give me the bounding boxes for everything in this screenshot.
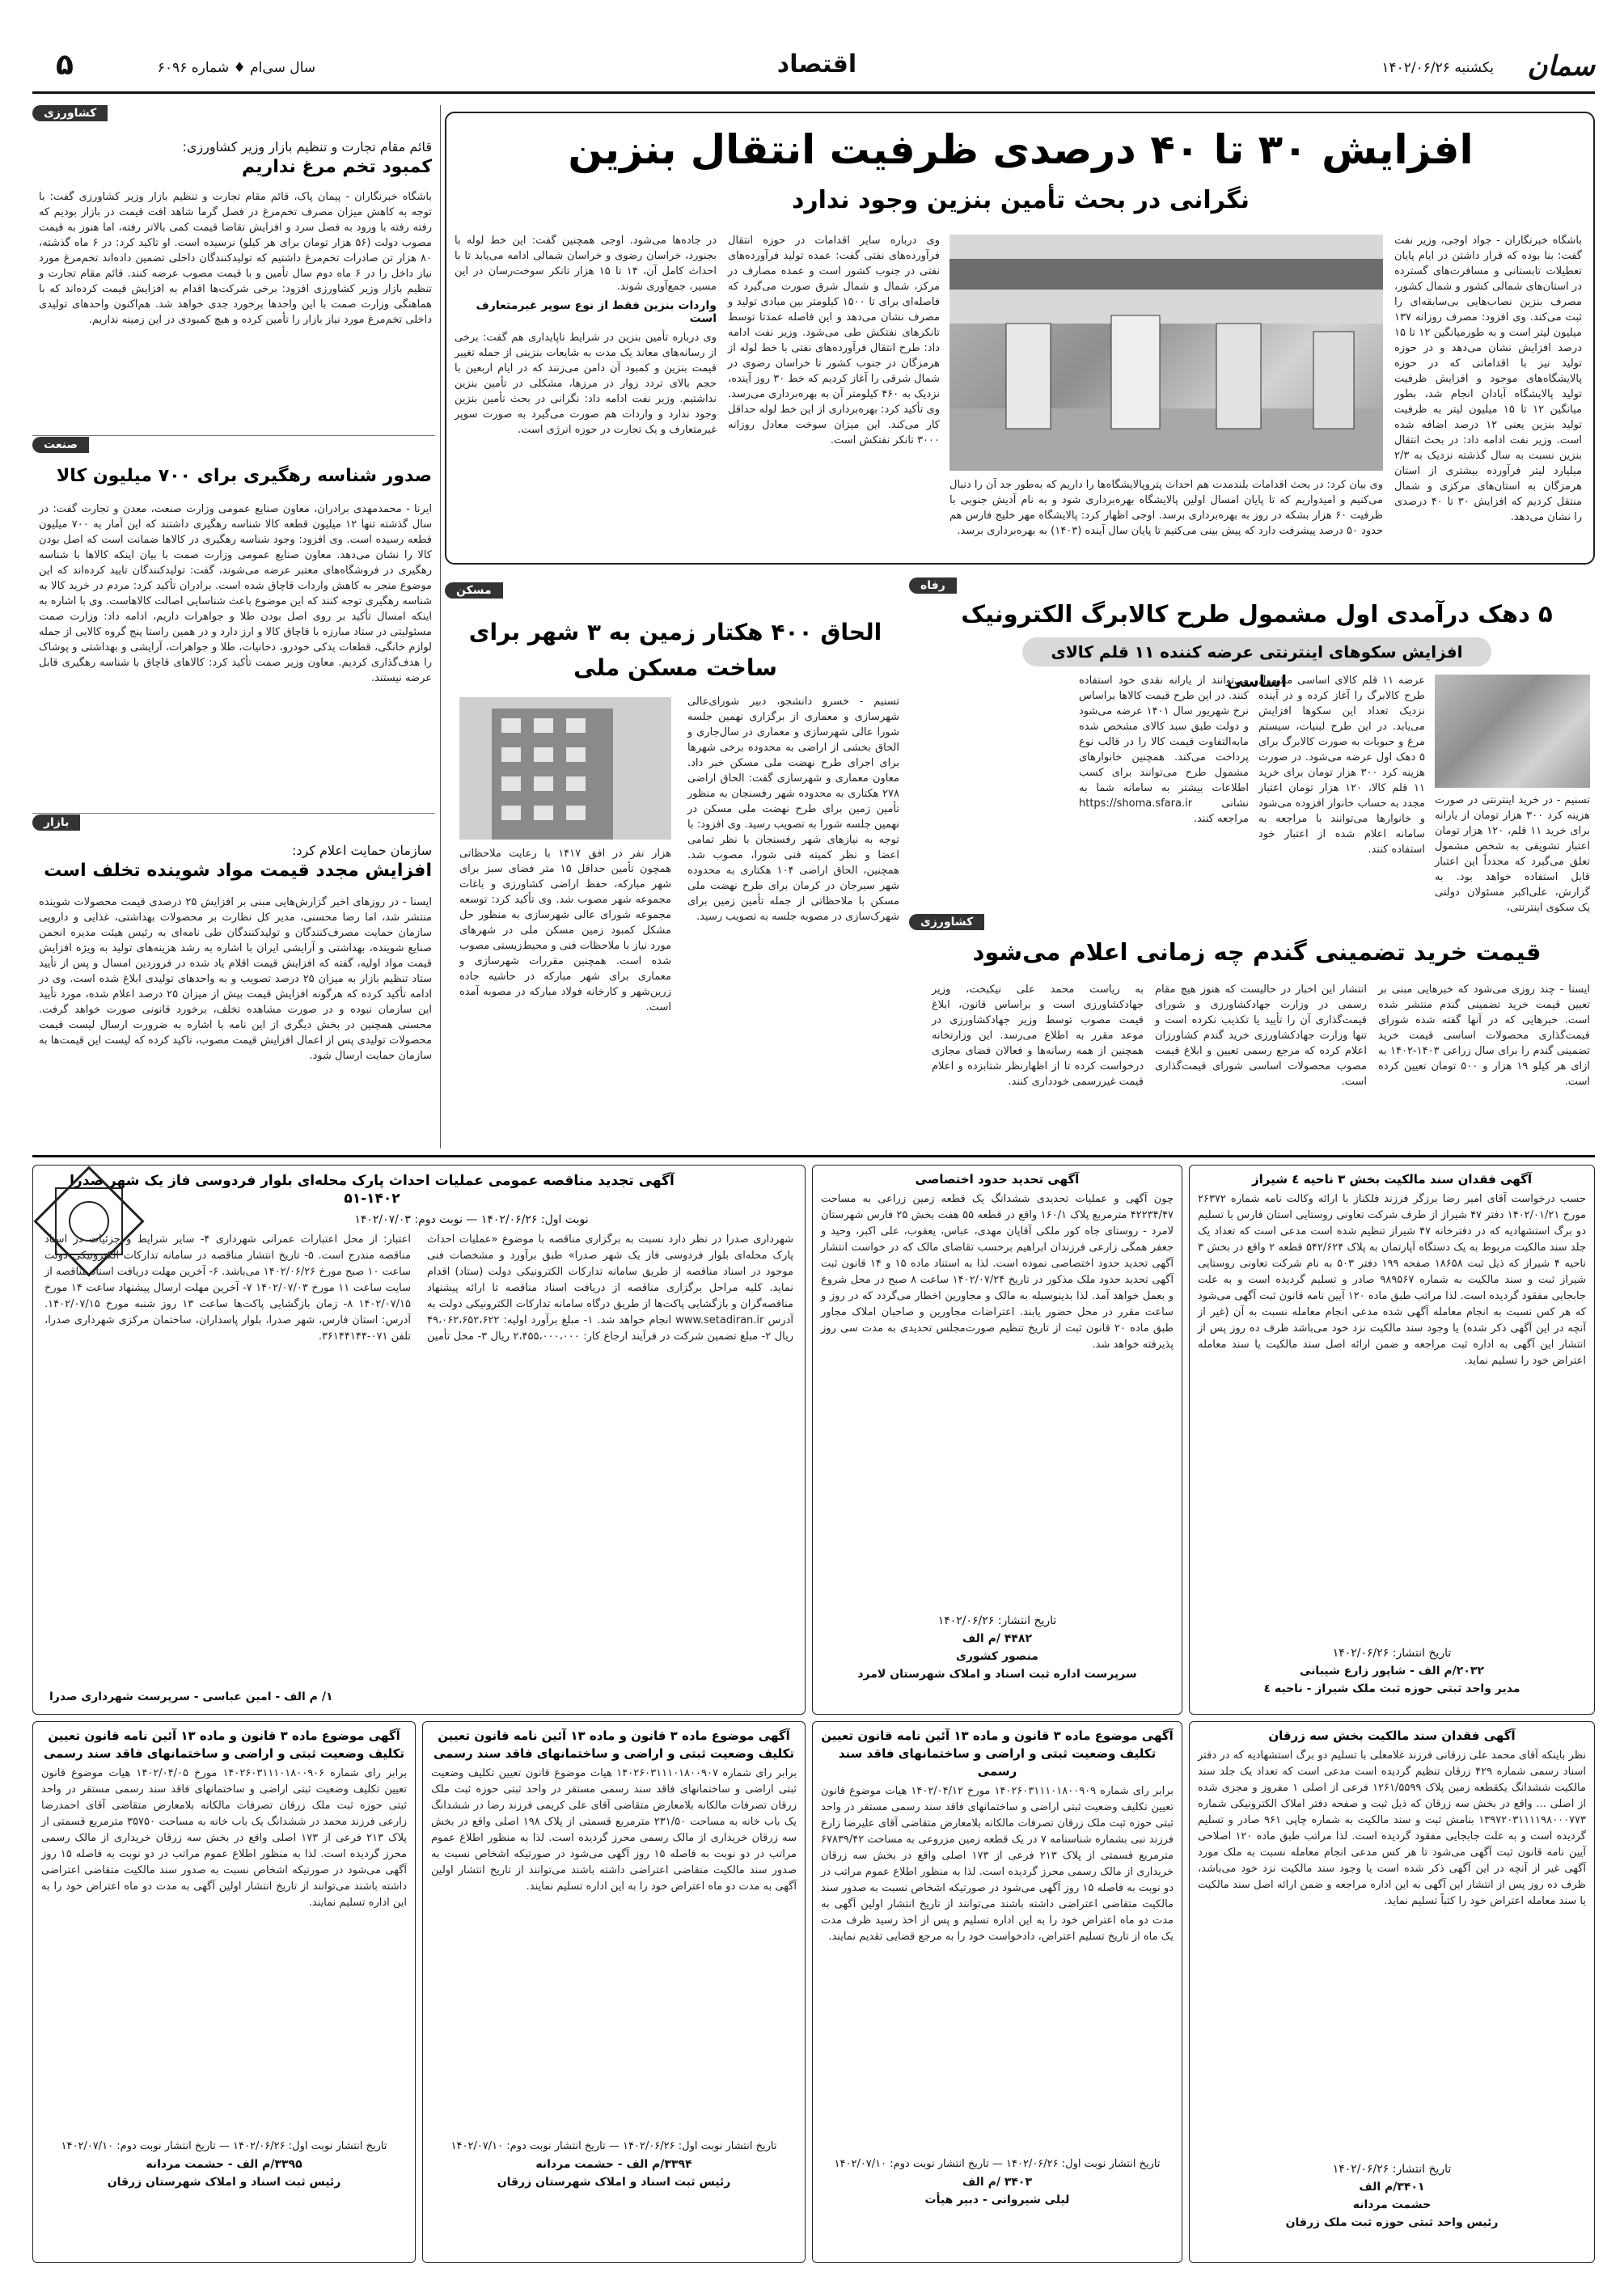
building-illustration [459,697,671,840]
lead-headline: افزایش ۳۰ تا ۴۰ درصدی ظرفیت انتقال بنزین [568,126,1474,173]
ad-title: آگهی فقدان سند مالکیت بخش ۳ ناحیه ٤ شیراز [1251,1172,1533,1187]
market-body: ایسنا - در روزهای اخیر گزارش‌هایی مبنی بر افزایش ۲۵ درصدی قیمت محصولات شوینده منتشر شد، اما رضا محسنی، مدیر کل نظارت بر محصولات بهداشتی، غذایی و دارویی سازمان حمایت مصرف‌کنندگان و تولیدکنندگان طی نامه‌ای به رئیس هیئت مدیره انجمن صنایع شوینده، بهداشتی و آرایشی ایران با اشاره به رشد هزینه‌های تولید به ویژه افزایش قیمت مواد اولیه، گفته که افزایش قیمت اقلام یاد شده در فروردین امسال و پس از تأیید ستاد تنظیم بازار به میزان ۲۵ درصد تصویب و به واحدهای تولیدی ابلاغ شده است. وی در ادامه تأکید کرده که هرگونه افزایش قیمت بیش از میزان ۲۵ درصد اعلام شده، مورد تأیید این سازمان نبوده و در صورت مشاهده تخلف، برخورد قانونی صورت خواهد گرفت. محسنی همچنین در بخش دیگری از این نامه با اشاره به ضرورت ارسال لیست قیمت محصولات تولیدی پس از اعمال افزایش قیمت مصوب، تاکید کرده که لیست این قیمت‌ها به سازمان حمایت ارسال شود. [39,896,432,1062]
section-ribbon-welfare: رفاه [909,577,957,594]
wheat-col-3: به ریاست محمد علی نیکبخت، وزیر جهادکشاورزی است و براساس قانون، ابلاغ قیمت مصوب توسط وزیر جهادکشاورزی در موعد مقرر به اطلاع می‌رسد. این وزارتخانه همچنین از همه رسانه‌ها و فعالان فضای مجازی درخواست کرده تا از اظهارنظر شتابزده و اعلام قیمت غیررسمی خودداری کنند. [932,984,1144,1088]
housing-story [445,576,904,1149]
ad-code: ۳۴۰۳ /م الف [962,2176,1033,2189]
industry-body: ایرنا - محمدمهدی برادران، معاون صنایع عمومی وزارت صنعت، معدن و تجارت گفت: در سال گذشته تنها ۱۲ میلیون قطعه کالا شناسه رهگیری داشتند که این آمار به ۷۰۰ میلیون قطعه رسیده است. وی افزود: وجود شناسه رهگیری در کالاها ضمانت است که اصل بودن کالا را نشان می‌دهد. معاون صنایع عمومی وزارت صمت با بیان اینکه کالاها با شناسه رهگیری در فروشگاه‌های معتبر عرضه می‌شوند، گفت: تولیدکنندگان تایید کرده‌اند که این موضوع منجر به کاهش واردات قاچاق شده است. برادران تأکید کرد: مردم در خرید کالا به شناسه رهگیری توجه کنند که این موضوع باعث شناسایی اصالت کالاهاست. وی با اشاره به اینکه امسال تأکید بر روی اصل بودن طلا و جواهرات داریم، ادامه داد: وزارت صمت مسئولیتی در ستاد مبارزه با قاچاق کالا و ارز دارد و در همین راستا پنج گروه کالایی از جمله لوازم خانگی، قطعات یدکی خودرو، دخانیات، طلا و جواهرات، آرایشی و بهداشتی و پوشاک را هدف‌گذاری کردیم. معاون وزیر صمت تأکید کرد: کالاهای قاچاق با شناسه رهگیری قابل عرضه نیستند. [39,503,432,684]
ad-code: ۱/ م الف - امین عباسی - سرپرست شهرداری صدرا [49,1690,333,1703]
ad-body: برابر رای شماره ۱۴۰۲۶۰۳۱۱۱۰۱۸۰۰۹۰۷ هیات موضوع قانون تعیین تکلیف وضعیت ثبتی اراضی و ساختمانهای فاقد سند رسمی مستقر در واحد ثبتی حوزه ثبت ملک زرقان تصرفات مالکانه بلامعارض متقاضی آقای علی کریمی فرزند رضا در ششدانگ یک باب خانه به مساحت ۲۳۱/۵۰ مترمربع قسمتی از پلاک ۱۹۸ اصلی واقع در بخش سه زرقان خریداری از مالک رسمی محرز گردیده است. لذا به منظور اطلاع عموم مراتب در دو نوبت به فاصله ۱۵ روز آگهی می‌شود در صورتیکه اشخاص نسبت به صدور سند مالکیت متقاضی اعتراضی داشته باشند می‌توانند از تاریخ انتشار اولین آگهی به مدت دو ماه اعتراض خود را به این اداره تسلیم نمایند. [431,1767,797,1893]
ad-title: آگهی موضوع ماده ۳ قانون و ماده ۱۳ آئین نامه قانون تعیین تکلیف وضعیت ثبتی و اراضی و ساختمانهای فاقد سند رسمی [433,1728,795,1761]
section-ribbon-market: بازار [32,814,80,831]
ad-article3-b [422,1721,806,2263]
lead-col-3: وی درباره سایر اقدامات در حوزه انتقال فرآورده‌های نفتی گفت: عمده تولید فرآورده‌های نفتی در جنوب کشور است و عمده مصارف در مرکز، شمال و شمال شرق صورت می‌گیرد که فاصله‌ای برای تا ۱۵۰۰ کیلومتر بین مبادی تولید و مصرف نشان می‌دهد و این فاصله عمدتا توسط تانکرهای نفتکش طی می‌شود. وزیر نفت ادامه داد: طرح انتقال فرآورده‌های نفتی با خط لوله از هرمزگان در جنوب کشور تا خراسان رضوی در شمال شرقی را آغاز کردیم که خط ۳۰ روز آینده، نزدیک به ۴۶۰ کیلومتر آن به بهره‌برداری می‌رسد. وی تأکید کرد: بهره‌برداری از این خط لوله حداقل کار می‌کند. این میزان سوخت معادل روزانه ۳۰۰۰ تانکر نفتکش است. [728,235,940,446]
ad-body: نظر باینکه آقای محمد علی زرقانی فرزند غلامعلی با تسلیم دو برگ استشهادیه که در دفتر اسناد رسمی شماره ۴۲۹ زرقان تنظیم گردیده است مدعی است که تعداد یک جلد سند مالکیت ششدانگ یکقطعه زمین پلاک ۱۲۶۱/۵۵۹۹ فرعی از اصلی ۱ مفروز و مجزی شده از اصلی ... واقع در بخش سه زرقان که ذیل ثبت و صفحه دفتر املاک الکترونیکی شماره ۱۳۹۷۲۰۳۱۱۱۱۹۸۰۰۰۷۷۳ بنامش ثبت و سند مالکیت به شماره چاپی ۹۶۱ صادر و تسلیم گردیده است و به علت جابجایی مفقود گردیده است. لذا مراتب طبق ماده ۱۲۰ اصلاحی آیین نامه قانون ثبت آگهی می‌شود تا هر کس مدعی انجام معامله نسبت به ملک مورد آگهی غیر از آنچه در این آگهی ذکر شده است یا وجود سند مالکیت نزد خود می‌باشد، ظرف ده روز پس از انتشار این آگهی به این اداره مراجعه و ضمن ارائه اصل سند مالکیت یا سند معامله اعتراض خود را کتباً تسلیم نماید. [1198,1749,1586,1907]
ad-boundary-lamerd [812,1165,1182,1715]
ad-signer: رئیس ثبت اسناد و املاک شهرستان زرقان [497,2176,731,2189]
agri-body: باشگاه خبرنگاران - پیمان پاک، قائم مقام تجارت و تنظیم بازار وزیر کشاورزی گفت: با توجه به کاهش میزان مصرف تخم‌مرغ در فصل گرما شاهد افت قیمت در بازار بودیم که رفته رفته با ورود به فصل سرد و افزایش تقاضا قیمت کمی بالاتر رفته، اما هنوز به قیمت مصوب دولت (۵۶ هزار تومان برای هر کیلو) نرسیده است. او تاکید کرد: در ۶ ماه گذشته، ۸۰ هزار تن صادرات تخم‌مرغ داشتیم که تولیدکنندگان داخلی تضمین داده‌اند تخم‌مرغ مورد نیاز داخل را در ۶ ماه دوم سال تأمین و با قیمت مصوب عرضه کنند. قائم مقام تجارت و تنظیم بازار وزیر کشاورزی افزود: برخی شرکت‌ها اقدام به افزایش قیمت کرده‌اند که با هماهنگی وزارت صمت با این واحدها برخورد جدی خواهد شد. هم‌اکنون واحدهای تولیدی داخلی تخم‌مرغ مورد نیاز بازار را تأمین کرده و هیچ کمبودی در این زمینه نداریم. [39,191,433,326]
ad-signer-name: حشمت مردانه [1352,2198,1432,2211]
issue-number: سال سی‌ام ♦ شماره ۶۰۹۶ [157,60,315,76]
ad-title: آگهی فقدان سند مالکیت بخش سه زرقان [1268,1728,1516,1743]
agri-headline: کمبود تخم مرغ نداریم [242,157,432,177]
lead-col-4-subhead: واردات بنزین فقط از نوع سوپر غیرمتعارف است [476,299,717,325]
welfare-banner: افزایش سکوهای اینترنتی عرضه کننده ۱۱ قلم کالای اساسی [1022,637,1491,666]
ad-dates: تاریخ انتشار نوبت اول: ۱۴۰۲/۰۶/۲۶ — تاریخ انتشار نوبت دوم: ۱۴۰۲/۰۷/۱۰ [834,2158,1161,2170]
ad-signer-name: منصور کشوری [956,1650,1038,1663]
welfare-photo-shopping [1435,675,1590,788]
industry-headline: صدور شناسه رهگیری برای ۷۰۰ میلیون کالا [56,466,432,486]
welfare-col-2: عرضه ۱۱ قلم کالای اساسی مشمول طرح کالابرگ را آغاز کرده و در آینده نزدیک تعداد این سکوها افزایش می‌یابد. در این طرح لبنیات، سیستم مرغ و حبوبات به صورت کالابرگ برای ۵ دهک اول عرضه می‌شود. در صورت هزینه کرد ۳۰۰ هزار تومان برای خرید ۱۱ قلم کالا، ۱۲۰ هزار تومان اعتبار مجدد به حساب خانوار افزوده می‌شود و خانوارها می‌توانند با مراجعه به سامانه اعلام شده از اعتبار خود استفاده کنند. [1258,675,1426,856]
ad-title: آگهی موضوع ماده ۳ قانون و ماده ۱۳ آئین نامه قانون تعیین تکلیف وضعیت ثبتی و اراضی و ساختمانهای فاقد سند رسمی [43,1728,405,1761]
housing-col-1: تسنیم - خسرو دانشجو، دبیر شورای‌عالی شهرسازی و معماری از برگزاری نهمین جلسه شورا عالی شهرسازی و معماری در سال‌جاری و الحاق بخشی از اراضی به محدوده برخی شهرها برای اجرای طرح نهضت ملی مسکن خبر داد. معاون معماری و شهرسازی گفت: الحاق اراضی ۲۷۸ هکتاری به محدوده شهر رفسنجان به منظور تأمین زمین برای طرح نهضت ملی مسکن در نهمین جلسه شورا به تصویب رسید. وی افزود: با توجه به نیازهای شهر رفسنجان با نظر تمامی اعضا و نظر کمیته فنی شورا، مصوب شد. همچنین، الحاق اراضی ۱۰۴ هکتاری به محدوده شهر سیرجان در کرمان برای طرح نهضت ملی مسکن با ملاحظاتی از جمله تأمین زمین برای شهرک‌سازی در مصوبه جلسه به تصویب رسید. [687,696,899,923]
wheat-story [909,914,1595,1149]
ad-dates: نوبت اول: ۱۴۰۲/۰۶/۲۶ — نوبت دوم: ۱۴۰۲/۰۷/۰۳ [354,1213,589,1226]
section-ribbon-housing: مسکن [445,582,503,599]
ad-date: تاریخ انتشار: ۱۴۰۲/۰۶/۲۶ [1332,1647,1452,1660]
ad-title: آگهی موضوع ماده ۳ قانون و ماده ۱۳ آئین نامه قانون تعیین تکلیف وضعیت ثبتی و اراضی و ساختمانهای فاقد سند رسمی [821,1728,1174,1779]
section-ribbon-industry: صنعت [32,437,89,453]
ad-lost-deed-shiraz [1189,1165,1595,1715]
ad-body: حسب درخواست آقای امیر رضا برزگر فرزند فلکناز با ارائه وکالت نامه شماره ۲۶۳۷۲ مورخ ۱۴۰۲/۰۱/۲۱ دفتر ۴۷ شیراز از طرف شرکت تعاونی روستایی استان فارس با تسلیم دو برگ استشهادیه که در دفترخانه ۴۷ شیراز تنظیم شده است مدعی است که تعداد یک جلد سند مالکیت مربوط به یک دستگاه آپارتمان به پلاک ۵۴۲/۶۲۴ قطعه ۲ واقع در بخش ۳ ناحیه ۴ شیراز که ذیل ثبت ۱۸۶۵۸ صفحه ۱۹۹ دفتر ۵۰۳ به نام شرکت تعاونی روستایی شیراز ثبت و سند مالکیت به شماره ۹۸۹۵۶۷ صادر و تسلیم گردیده است و به علت جابجایی مفقود گردیده است. لذا مراتب طبق ماده ۱۲۰ آیین نامه قانون ثبت آگهی می‌شود که هر کس نسبت به انجام معامله آگهی شده مدعی انجام معامله نسبت به آن (غیر از آنچه در این آگهی ذکر شده) یا وجود سند مالکیت نزد خود می‌باشد ظرف ده روز پس از انتشار این آگهی به اداره ثبت مراجعه و ضمن ارائه اصل سند مالکیت یا سند معامله اعتراض خود را تسلیم نماید. [1198,1193,1587,1367]
ad-date: تاریخ انتشار: ۱۴۰۲/۰۶/۲۶ [937,1614,1057,1627]
welfare-story [909,576,1595,914]
wheat-headline: قیمت خرید تضمینی گندم چه زمانی اعلام می‌شود [972,938,1542,966]
ad-article3-c [32,1721,416,2263]
lead-col-2: وی بیان کرد: در بحث اقدامات بلندمدت هم احداث پتروپالایشگاه‌ها را داریم که به‌طور جد آن را دنبال می‌کنیم و امیدواریم که تا پایان امسال اولین پالایشگاه بهره‌برداری شود و به نام آدیش جنوبی با ظرفیت ۶۰ هزار بشکه در روز به بهره‌برداری برسد. اوجی اظهار کرد: پالایشگاه مهر خلیج فارس هم حدود ۵۰ درصد پیشرفت دارد که پیش بینی می‌کنیم تا پایان سال آینده (۱۴۰۳) به بهره‌برداری برسد. [949,479,1383,537]
market-headline: افزایش مجدد قیمت مواد شوینده تخلف است [44,861,432,881]
housing-col-2: هزار نفر در افق ۱۴۱۷ با رعایت ملاحظاتی همچون تأمین حداقل ۱۵ متر فضای سبز برای شهر مبارکه، حفظ اراضی کشاورزی و باغات مجموعه شهر مصوب شد. وی تأکید کرد: توسعه مجموعه شورای عالی شهرسازی به منظور حل مشکل کمبود زمین مسکن ملی در شهرهای مورد نیاز با ملاحظات فنی و محیط‌زیستی مصوب شده است. همچنین مقررات شهرسازی و معماری برای شهر مبارکه در حاشیه جاده زرین‌شهر و کارخانه فولاد مبارکه در مصوبه آمده است. [459,848,671,1013]
ad-signer: مدیر واحد ثبتی حوزه ثبت ملک شیراز - ناحیه ٤ [1263,1682,1520,1695]
welfare-col-1: تسنیم - در خرید اینترنتی در صورت هزینه کرد ۳۰۰ هزار تومان از یارانه برای خرید ۱۱ قلم، ۱۲۰ هزار تومان اعتبار تشویقی به شخص مشمول تعلق می‌گیرد که مجدداً این اعتبار قابل استفاده خواهد بود. به گزارش، علی‌اکبر مسئولان دولتی یک سکوی اینترنتی، [1435,794,1590,914]
wheat-col-1: ایسنا - چند روزی می‌شود که خبرهایی مبنی بر تعیین قیمت خرید تضمینی گندم منتشر شده است. خبرهایی که در آنها گفته شده شورای قیمت‌گذاری محصولات اساسی قیمت خرید تضمینی گندم را برای سال زراعی ۱۴۰۳-۱۴۰۲ به ازای هر کیلو ۱۹ هزار و ۵۰۰ تومان تعیین کرده است. [1378,984,1590,1088]
ad-code: ۳۴۰۱/م الف [1359,2181,1425,2194]
section-name: اقتصاد [776,50,857,78]
ad-lost-deed-zarghan [1189,1721,1595,2263]
lead-photo-gas-station [949,235,1383,471]
ad-article3-a [812,1721,1182,2263]
ad-code: ۳۳۹۴/م الف - حشمت مردانه [535,2158,692,2171]
seal-icon [44,1177,133,1266]
welfare-headline: ۵ دهک درآمدی اول مشمول طرح کالابرگ الکترونیک [961,600,1553,628]
section-ribbon-agriculture-2: کشاورزی [909,914,984,930]
ad-tender-sadra [32,1165,806,1715]
ad-dates: تاریخ انتشار نوبت اول: ۱۴۰۲/۰۶/۲۶ — تاریخ انتشار نوبت دوم: ۱۴۰۲/۰۷/۱۰ [450,2140,777,2152]
masthead [32,49,1595,91]
lead-subtitle: نگرانی در بحث تأمین بنزین وجود ندارد [791,186,1250,214]
ad-code: ۳۳۹۵/م الف - حشمت مردانه [146,2158,302,2171]
sadra-municipality-seal [44,1177,133,1266]
section-ribbon-agriculture: کشاورزی [32,105,108,121]
lead-col-4-text: در جاده‌ها می‌شود. اوجی همچنین گفت: این خط لوله با بجنورد، خراسان رضوی و خراسان شمالی ادامه می‌یابد تا با احداث کامل آن، ۱۴ تا ۱۵ هزار تانکر سوخت‌رسان در این مسیر، جمع‌آوری شوند. [455,235,717,293]
lead-col-4 [455,233,717,555]
lead-col-1: باشگاه خبرنگاران - جواد اوجی، وزیر نفت گفت: بنا بوده که قرار داشتن در ایام پایان تعطیلات تابستانی و مسافرت‌های گسترده در استان‌های شمالی کشور و شمال کشور، مصرف بنزین نصاب‌هایی بی‌سابقه‌ای را ثبت می‌کند. وی افزود: مصرف روزانه ۱۳۷ میلیون لیتر است و به طورمیانگین ۱۲ تا ۱۵ درصد افزایش نشان می‌دهد و در حوزه تولید نیز با اقداماتی که در حوزه پالایشگاه‌های موجود و افزایش ظرفیت تولید پالایشگاه آبادان انجام شد، بطور میانگین ۱۲ تا ۱۵ میلیون لیتر به ظرفیت تولید بنزین یعنی ۱۲ درصد اضافه شده است. وزیر نفت ادامه داد: در بحث انتقال بنزین نسبت به سال گذشته نزدیک به ۲/۳ میلیارد لیتر فرآورده بیشتری از استان هرمزگان به استان‌های مرکزی و شمال منتقل کردیم که افزایش ۳۰ تا ۴۰ درصدی را نشان می‌دهد. [1394,235,1582,523]
ad-signer: لیلی شیروانی - دبیر هیأت [924,2194,1070,2206]
agri-kicker: قائم مقام تجارت و تنظیم بازار وزیر کشاورزی: [182,139,432,154]
ad-body: چون آگهی و عملیات تحدیدی ششدانگ یک قطعه زمین زراعی به مساحت ۴۲۲۳۴/۴۷ مترمربع پلاک ۱۶۰/۱ واقع در قطعه ۵۵ هفت بخش ۲۵ فارس شهرستان لامرد - روستای جاه کور ملکی آقایان مهدی، عباس، یعقوب، علی اکبر، وحید و جعفر همگی زارعی فرزندان ابراهیم برحسب تقاضای مالک که در خواست انتشار آگهی تحدید حدود اختصاصی نموده است. لذا به استناد ماده ۱۵ و ۱۴ قانون ثبت آگهی تحدید حدود ملک مذکور در تاریخ ۱۴۰۲/۰۷/۲۴ ساعت ۸ صبح در محل شروع و بعمل خواهد آمد. لذا بدینوسیله به مالک و مجاورین اخطار می‌گردد که در روز و ساعت مقرر در محل حضور یابند. اعتراضات مجاورین و صاحبان املاک مجاور طبق ماده ۲۰ قانون ثبت از تاریخ تنظیم صورت‌مجلس تحدیدی به مدت سی روز پذیرفته خواهد شد. [821,1193,1174,1351]
housing-photo-building [459,697,671,840]
welfare-col-3: می‌توانند از یارانه نقدی خود استفاده کنند. در این طرح قیمت کالاها براساس نرخ شهریور سال ۱۴۰۱ عرضه می‌شود و دولت طبق سبد کالای مشخص شده مابه‌التفاوت قیمت کالا را در قالب نوع پرداخت می‌کند. همچنین خانوارهای مشمول طرح می‌توانند برای کسب اطلاعات بیشتر به سامانه شما به نشانی https://shoma.sfara.ir مراجعه کنند. [1079,675,1249,825]
market-kicker: سازمان حمایت اعلام کرد: [291,843,432,858]
left-column [32,105,435,1149]
housing-headline: الحاق ۴۰۰ هکتار زمین به ۳ شهر برای ساخت مسکن ملی [468,619,882,681]
ad-title: آگهی تحدید حدود اختصاصی [915,1172,1080,1187]
ad-signer: رئیس واحد ثبتی حوزه ثبت ملک زرقان [1285,2216,1499,2229]
lead-col-4-text-b: وی درباره تأمین بنزین در شرایط ناپایداری هم گفت: برخی از رسانه‌های معاند یک مدت به شایعات بنزینی از جمله تغییر قیمت بنزین و کمبود آن دامن می‌زنند که در ایام اربعین با حجم بالای تردد زوار در مرزها، مشکلی در تأمین بنزین نداشتیم. وزیر نفت ادامه داد: نگرانی در بحث تأمین بنزین وجود ندارد و واردات هم صورت می‌گیرد به صورت سوپر غیرمتعارف و یک تجارت در حوزه انرژی است. [455,332,717,436]
ad-code: ۲۰۳۲/م الف - شاپور زارع شیبانی [1300,1665,1484,1677]
ad-date: تاریخ انتشار: ۱۴۰۲/۰۶/۲۶ [1332,2163,1452,2176]
ad-body: برابر رای شماره ۱۴۰۲۶۰۳۱۱۱۰۱۸۰۰۹۰۹ مورخ ۱۴۰۲/۰۴/۱۲ هیات موضوع قانون تعیین تکلیف وضعیت ثبتی اراضی و ساختمانهای فاقد سند رسمی مستقر در واحد ثبتی حوزه ثبت ملک زرقان تصرفات مالکانه بلامعارض متقاضی آقای علیرضا زارع فرزند نبی بشماره شناسنامه ۷ در یک قطعه زمین مزروعی به مساحت ۶۷۸۳۹/۴۲ مترمربع قسمتی از پلاک ۲۱۳ فرعی از ۱۷۳ اصلی واقع در بخش سه زرقان خریداری از مالک رسمی محرز گردیده است. لذا به منظور اطلاع عموم مراتب در دو نوبت به فاصله ۱۵ روز آگهی می‌شود در صورتیکه اشخاص نسبت به صدور سند مالکیت متقاضی اعتراضی داشته باشند می‌توانند از تاریخ انتشار اولین آگهی به مدت دو ماه اعتراض خود را به این اداره تسلیم و پس از اخذ رسید ظرف مدت یک ماه از تاریخ تسلیم اعتراض، دادخواست خود را به مرجع قضایی تقدیم نمایند. [821,1785,1174,1943]
ad-body: شهرداری صدرا در نظر دارد نسبت به برگزاری مناقصه با موضوع «عملیات احداث پارک محله‌ای بلوار فردوسی فاز یک شهر صدرا» طبق برآورد و مشخصات فنی موجود در اسناد مناقصه از طریق سامانه تدارکات الکترونیکی دولت (ستاد) اقدام نماید. کلیه مراحل برگزاری مناقصه از دریافت اسناد مناقصه تا ارائه پیشنهاد مناقصه‌گران و بازگشایی پاکت‌ها از طریق درگاه سامانه تدارکات الکترونیکی دولت به آدرس www.setadiran.ir انجام خواهد شد. ۱- مبلغ برآورد اولیه: ۴۹،۰۶۲،۶۵۲،۶۲۲ ریال ۲- مبلغ تضمین شرکت در فرآیند ارجاع کار: ۲،۴۵۵،۰۰۰،۰۰۰ ریال ۳- محل تأمین اعتبار: از محل اعتبارات عمرانی شهرداری ۴- سایر شرایط و جزئیات در اسناد مناقصه مندرج است. ۵- تاریخ انتشار مناقصه در سامانه تدارکات الکترونیکی دولت ساعت ۱۰ صبح مورخ ۱۴۰۲/۰۶/۲۶ می‌باشد. ۶- آخرین مهلت دریافت اسناد مناقصه از سایت ساعت ۱۱ مورخ ۱۴۰۲/۰۷/۰۳ ۷- آخرین مهلت ارسال پیشنهاد ساعت ۱۴ مورخ ۱۴۰۲/۰۷/۱۵ ۸- زمان بازگشایی پاکت‌ها ساعت ۱۳ روز شنبه مورخ ۱۴۰۲/۰۷/۱۵. آدرس: استان فارس، شهر صدرا، بلوار پاسداران، ساختمان مرکزی شهرداری صدرا، تلفن ۰۷۱-۳۶۱۴۴۱۴۴. [44,1233,793,1343]
gas-pump-illustration [949,235,1383,471]
ad-body: برابر رای شماره ۱۴۰۲۶۰۳۱۱۱۰۱۸۰۰۹۰۶ مورخ ۱۴۰۲/۰۴/۰۵ هیات موضوع قانون تعیین تکلیف وضعیت ثبتی اراضی و ساختمانهای فاقد سند رسمی مستقر در واحد ثبتی حوزه ثبت ملک زرقان تصرفات مالکانه بلامعارض متقاضی آقای احمدرضا زارعی فرزند محمد در ششدانگ یک باب خانه به مساحت ۳۵۷۵۰ مترمربع قسمتی از پلاک ۲۱۳ فرعی از ۱۷۳ اصلی واقع در بخش سه زرقان خریداری از مالک رسمی محرز گردیده است. لذا به منظور اطلاع عموم مراتب در دو نوبت به فاصله ۱۵ روز آگهی می‌شود در صورتیکه اشخاص نسبت به صدور سند مالکیت متقاضی اعتراضی داشته باشند می‌توانند از تاریخ انتشار اولین آگهی به مدت دو ماه اعتراض خود را به این اداره تسلیم نمایند. [41,1767,408,1909]
ad-signer: رئیس ثبت اسناد و املاک شهرستان زرقان [107,2176,341,2189]
ad-code: ۴۴۸۲ /م الف [962,1632,1033,1645]
ad-title: آگهی تجدید مناقصه عمومی عملیات احداث پارک محله‌ای بلوار فردوسی فاز یک شهر صدرا ۱۴۰۲-۵۱ [70,1173,675,1207]
logo: سمان [1527,50,1595,82]
page-number: ۵ [56,49,74,82]
wheat-col-2: انتشار این اخبار در حالیست که هنوز هیچ مقام رسمی در وزارت جهادکشاورزی و شورای قیمت‌گذاری آن را تأیید یا تکذیب نکرده است و تنها وزارت جهادکشاورزی خرید گندم کشاورزان اعلام کرده که مرجع رسمی تعیین و ابلاغ قیمت مصوب محصولات اساسی شورای قیمت‌گذاری است. [1155,984,1367,1088]
ad-signer: سرپرست اداره ثبت اسناد و املاک شهرستان لامرد [857,1668,1137,1681]
issue-date: یکشنبه ۱۴۰۲/۰۶/۲۶ [1381,60,1494,76]
lead-story [445,112,1595,565]
ad-dates: تاریخ انتشار نوبت اول: ۱۴۰۲/۰۶/۲۶ — تاریخ انتشار نوبت دوم: ۱۴۰۲/۰۷/۱۰ [61,2140,387,2152]
